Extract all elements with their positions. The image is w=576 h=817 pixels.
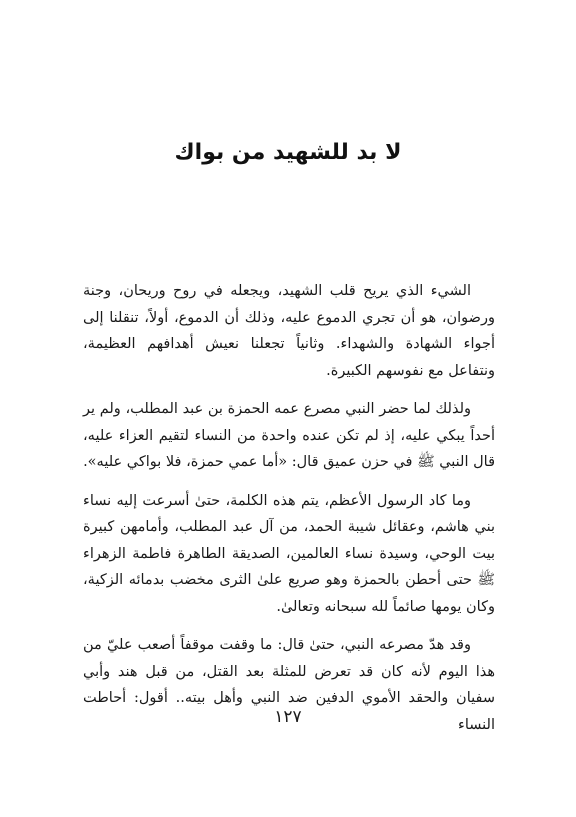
paragraph: ولذلك لما حضر النبي مصرع عمه الحمزة بن عبد المطلب، ولم ير أحداً يبكي عليه، إذ لم تكن عنده واحدة من النساء لتقيم العزاء عليه، قال النبي ﷺ في حزن عميق قال: «أما عمي حمزة، فلا بواكي عليه». — [83, 401, 495, 470]
body-text — [83, 278, 495, 750]
page-number: ١٢٧ — [274, 707, 302, 727]
paragraph: الشيء الذي يريح قلب الشهيد، ويجعله في روح وريحان، وجنة ورضوان، هو أن تجري الدموع عليه، وذلك أن الدموع، أولاً، تنقلنا إلى أجواء الشهادة والشهداء. وثانياً تجعلنا نعيش أهدافهم العظيمة، ونتفاعل مع نفوسهم الكبيرة. — [83, 283, 495, 379]
paragraph: وقد هدّ مصرعه النبي، حتىٰ قال: ما وقفت موقفاً أصعب عليّ من هذا اليوم لأنه كان قد تعرض للمثلة بعد القتل، من قبل هند وأبي سفيان والحقد الأموي الدفين ضد النبي وأهل بيته.. أقول: أحاطت النساء — [83, 637, 495, 733]
chapter-heading: لا بد للشهيد من بواك — [174, 140, 402, 165]
paragraph: وما كاد الرسول الأعظم، يتم هذه الكلمة، حتىٰ أسرعت إليه نساء بني هاشم، وعقائل شيبة الحمد، من آل عبد المطلب، وأمامهن كبيرة بيت الوحي، وسيدة نساء العالمين، الصديقة الطاهرة فاطمة الزهراء ﷺ حتى أحطن بالحمزة وهو صريع علىٰ الثرى مخضب بدمائه الزكية، وكان يومها صائماً لله سبحانه وتعالىٰ. — [83, 492, 495, 615]
